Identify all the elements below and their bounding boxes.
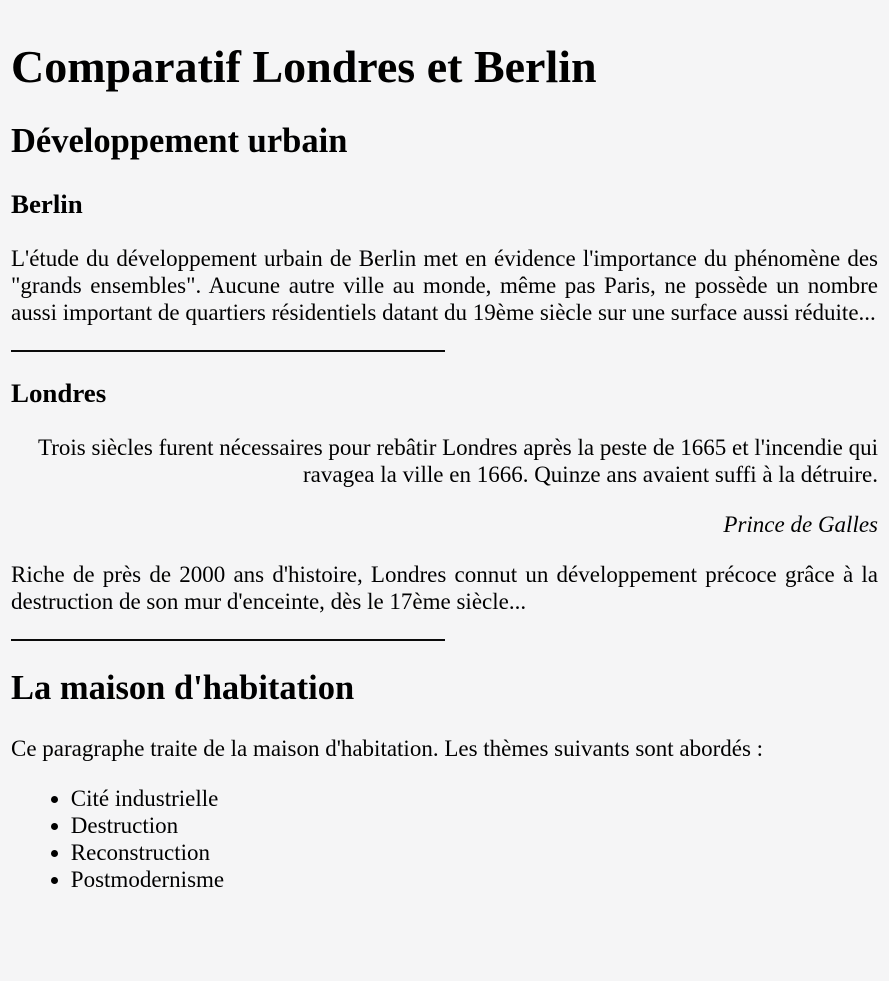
- quote-attribution: Prince de Galles: [723, 512, 878, 538]
- section-title-maison-habitation: La maison d'habitation: [11, 668, 355, 707]
- list-item-reconstruction: • Reconstruction: [71, 840, 878, 867]
- list-item-postmodernisme: • Postmodernisme: [71, 867, 878, 894]
- section-divider-1: [11, 350, 445, 352]
- maison-intro-paragraph: Ce paragraphe traite de la maison d'habitation. Les thèmes suivants sont abordés :: [11, 736, 764, 762]
- berlin-paragraph: L'étude du développement urbain de Berlin met en évidence l'importance du phénomène des "grands ensembles". Aucune autre ville au monde, même pas Paris, ne possède un nombre aussi important de quartiers résidentiels datant du 19ème siècle sur une surface aussi réduite...: [11, 246, 878, 326]
- londres-paragraph: Riche de près de 2000 ans d'histoire, Londres connut un développement précoce grâce à la destruction de son mur d'enceinte, dès le 17ème siècle...: [11, 562, 878, 615]
- section-title-developpement-urbain: Développement urbain: [11, 122, 348, 161]
- heading-berlin: Berlin: [11, 188, 83, 219]
- themes-list: [11, 786, 878, 894]
- londres-quote: Trois siècles furent nécessaires pour rebâtir Londres après la peste de 1665 et l'incendie qui ravagea la ville en 1666. Quinze ans avaient suffi à la détruire.: [38, 435, 878, 488]
- list-item-cite-industrielle: • Cité industrielle: [71, 786, 878, 813]
- main-title: Comparatif Londres et Berlin: [11, 40, 597, 92]
- heading-londres: Londres: [11, 377, 107, 408]
- list-item-destruction: • Destruction: [71, 813, 878, 840]
- section-divider-2: [11, 639, 445, 641]
